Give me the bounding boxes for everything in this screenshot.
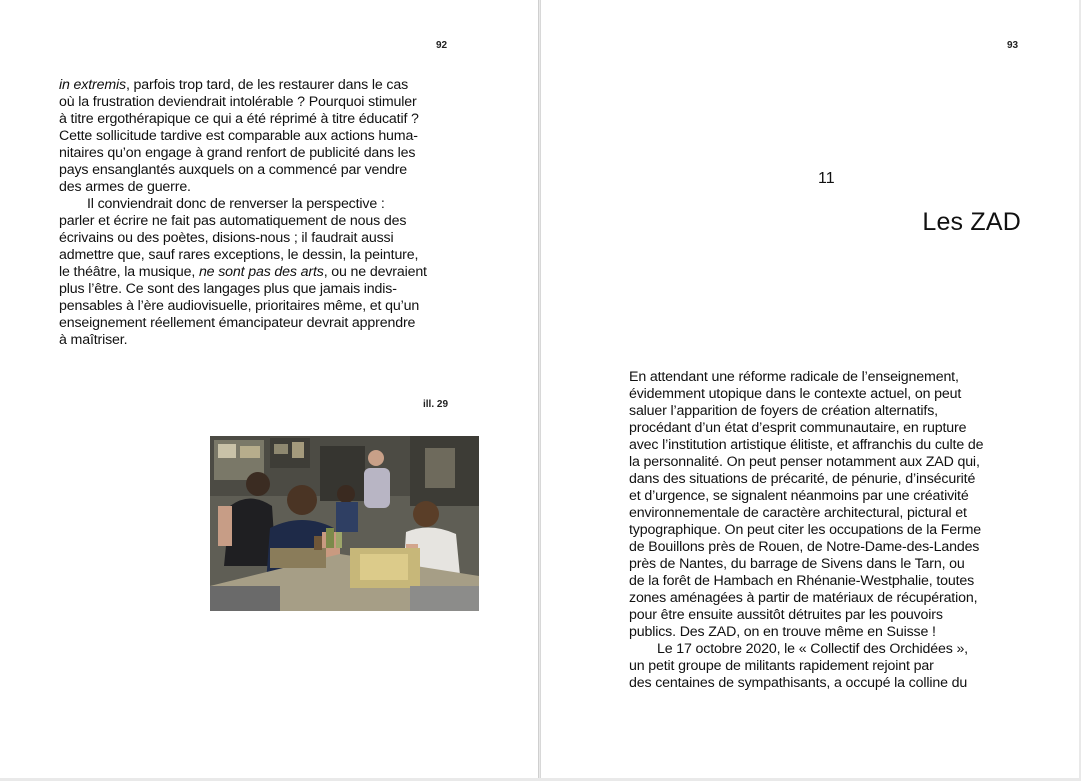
text-line — [629, 437, 999, 454]
text-line — [59, 230, 454, 247]
text-line — [59, 332, 454, 349]
text-segment: pour être ensuite aussitôt détruites par les pouvoirs — [629, 607, 943, 623]
text-segment: plus l’être. Ce sont des langages plus que jamais indis- — [59, 281, 397, 297]
text-line — [59, 94, 454, 111]
text-segment: un petit groupe de militants rapidement rejoint par — [629, 658, 934, 674]
text-segment: environnementale de caractère architectural, pictural et — [629, 505, 967, 521]
text-segment: évidemment utopique dans le contexte actuel, on peut — [629, 386, 962, 402]
text-line — [59, 213, 454, 230]
text-line — [629, 658, 999, 675]
workshop-photo — [210, 436, 479, 611]
text-line — [629, 369, 999, 386]
text-line — [59, 111, 454, 128]
figure-label: ill. 29 — [423, 399, 449, 410]
text-segment: parler et écrire ne fait pas automatiquement de nous des — [59, 213, 407, 229]
text-segment: saluer l’apparition de foyers de création alternatifs, — [629, 403, 938, 419]
text-line — [59, 128, 454, 145]
text-segment: enseignement réellement émancipateur devrait apprendre — [59, 315, 416, 331]
text-segment: dans des situations de précarité, de pénurie, d’insécurité — [629, 471, 976, 487]
text-line — [59, 162, 454, 179]
right-body-text — [629, 369, 999, 692]
chapter-number: 11 — [818, 170, 835, 187]
text-segment: zones aménagées à partir de matériaux de récupération, — [629, 590, 978, 606]
text-segment: où la frustration deviendrait intolérable ? Pourquoi stimuler — [59, 94, 417, 110]
text-line — [629, 403, 999, 420]
text-segment: , ou ne devraient — [323, 264, 427, 280]
text-segment: publics. Des ZAD, on en trouve même en Suisse ! — [629, 624, 936, 640]
text-line — [629, 539, 999, 556]
page-number-right: 93 — [1007, 40, 1019, 51]
text-line — [629, 386, 999, 403]
left-body-text — [59, 77, 454, 349]
right-page — [540, 0, 1079, 778]
chapter-title: Les ZAD — [922, 208, 1021, 236]
text-segment: En attendant une réforme radicale de l’enseignement, — [629, 369, 959, 385]
left-page — [0, 0, 539, 778]
text-line — [629, 556, 999, 573]
emphasis: in extremis — [59, 77, 126, 93]
text-line — [59, 196, 454, 213]
text-segment: pays ensanglantés auxquels on a commencé par vendre — [59, 162, 408, 178]
text-segment: admettre que, sauf rares exceptions, le dessin, la peinture, — [59, 247, 419, 263]
text-line — [629, 505, 999, 522]
text-segment: Cette sollicitude tardive est comparable aux actions huma- — [59, 128, 418, 144]
text-line — [629, 471, 999, 488]
text-line — [629, 454, 999, 471]
text-line — [629, 675, 999, 692]
text-line — [59, 298, 454, 315]
text-line — [629, 624, 999, 641]
text-line — [59, 264, 454, 281]
text-line — [59, 247, 454, 264]
emphasis: ne sont pas des arts — [198, 264, 324, 280]
text-line — [629, 573, 999, 590]
text-segment: Le 17 octobre 2020, le « Collectif des Orchidées », — [657, 641, 968, 657]
text-segment: le théâtre, la musique, — [59, 264, 199, 280]
text-line — [629, 590, 999, 607]
text-line — [629, 420, 999, 437]
text-line — [629, 522, 999, 539]
text-line — [59, 145, 454, 162]
text-segment: avec l’institution artistique élitiste, et affranchis du culte de — [629, 437, 984, 453]
text-segment: procédant d’un état d’esprit communautaire, en rupture — [629, 420, 967, 436]
text-segment: écrivains ou des poètes, disions-nous ; il faudrait aussi — [59, 230, 394, 246]
text-line — [59, 281, 454, 298]
text-segment: pensables à l’ère audiovisuelle, prioritaires même, et qu’un — [59, 298, 420, 314]
text-line — [59, 77, 454, 94]
text-segment: typographique. On peut citer les occupations de la Ferme — [629, 522, 982, 538]
text-line — [59, 315, 454, 332]
text-segment: Il conviendrait donc de renverser la perspective : — [87, 196, 385, 212]
text-segment: la personnalité. On peut penser notamment aux ZAD qui, — [629, 454, 980, 470]
text-line — [59, 179, 454, 196]
text-line — [629, 607, 999, 624]
text-line — [629, 488, 999, 505]
text-segment: des centaines de sympathisants, a occupé la colline du — [629, 675, 968, 691]
text-segment: de Bouillons près de Rouen, de Notre-Dame-des-Landes — [629, 539, 980, 555]
text-segment: à maîtriser. — [59, 332, 128, 348]
text-segment: de la forêt de Hambach en Rhénanie-Westphalie, toutes — [629, 573, 975, 589]
text-segment: près de Nantes, du barrage de Sivens dans le Tarn, ou — [629, 556, 965, 572]
text-segment: des armes de guerre. — [59, 179, 191, 195]
page-number-left: 92 — [436, 40, 448, 51]
text-line — [629, 641, 999, 658]
text-segment: à titre ergothérapique ce qui a été réprimé à titre éducatif ? — [59, 111, 419, 127]
text-segment: , parfois trop tard, de les restaurer dans le cas — [125, 77, 409, 93]
text-segment: et d’urgence, se signalent néanmoins par une créativité — [629, 488, 969, 504]
text-segment: nitaires qu’on engage à grand renfort de publicité dans les — [59, 145, 416, 161]
